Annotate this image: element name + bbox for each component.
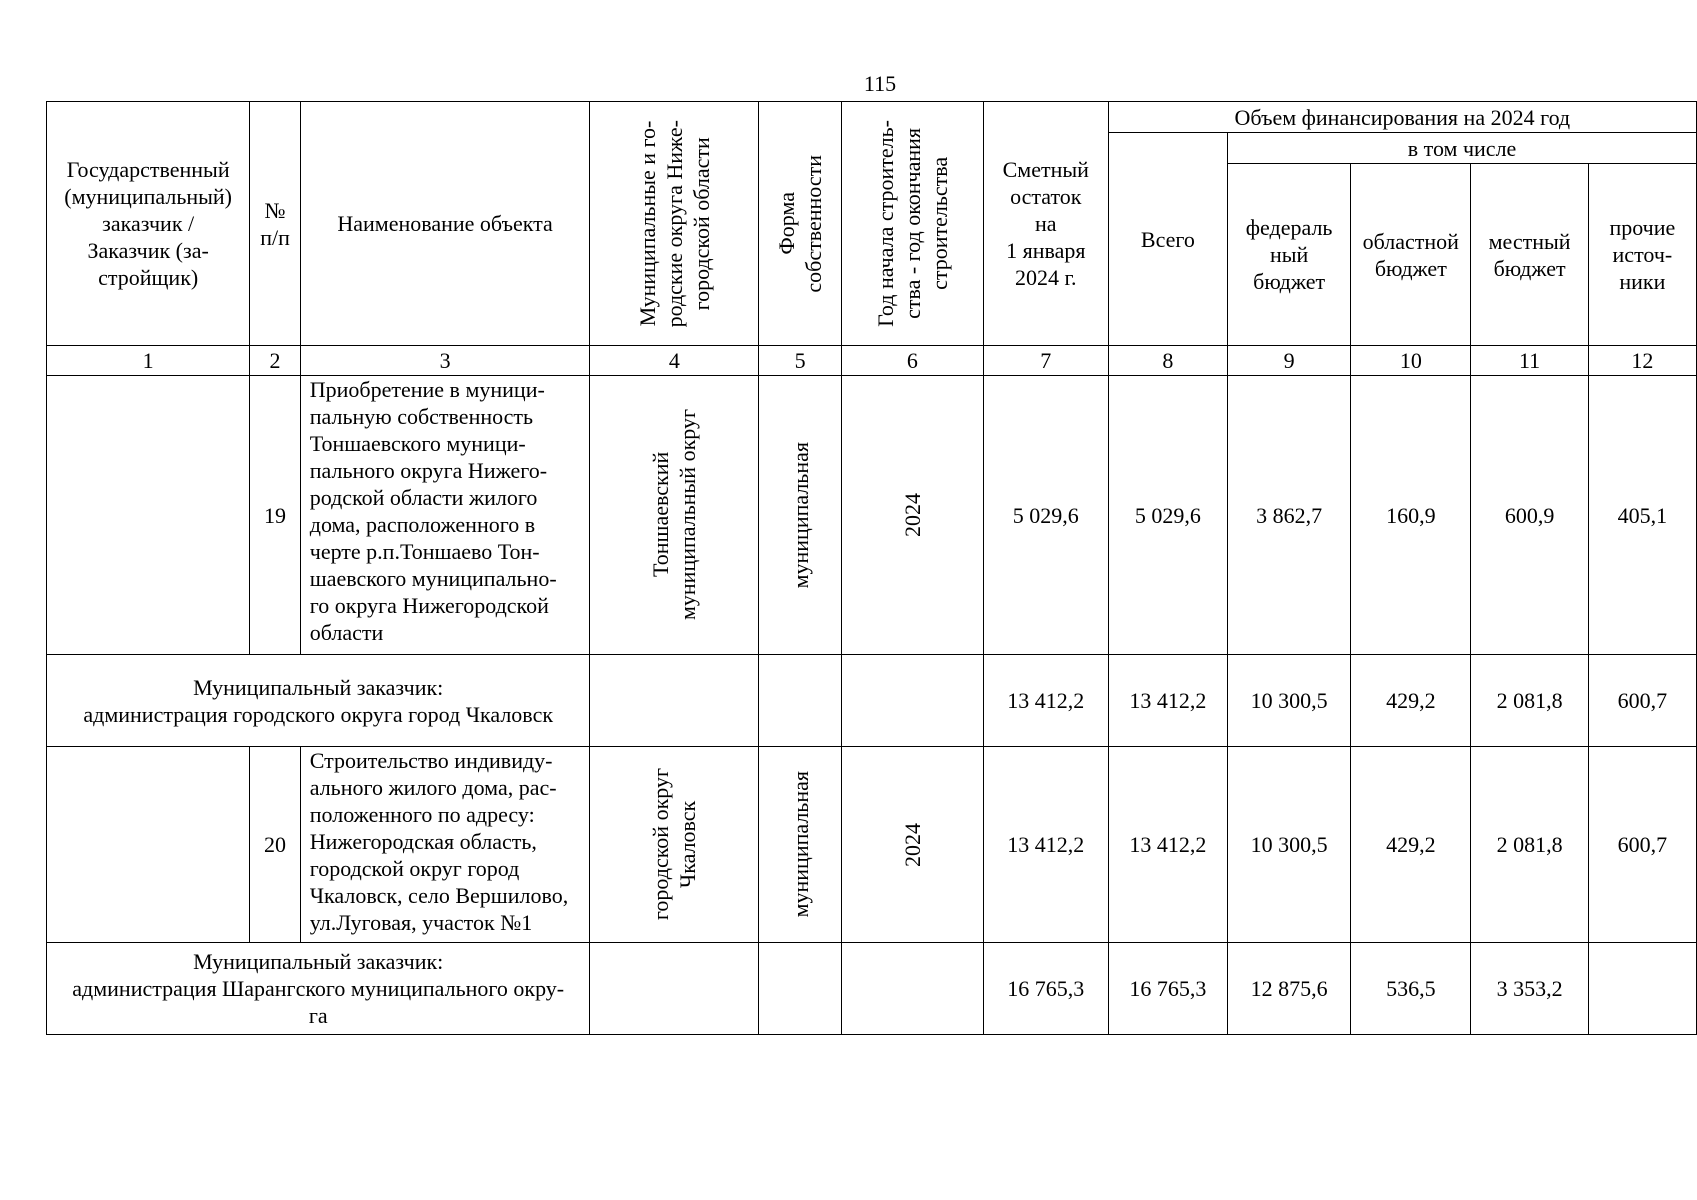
header-estimate: Сметный остаток на 1 января 2024 г. bbox=[983, 102, 1108, 346]
financing-table bbox=[46, 101, 1697, 1035]
header-years bbox=[841, 102, 983, 346]
header-regional: областной бюджет bbox=[1351, 164, 1471, 346]
federal-value: 10 300,5 bbox=[1228, 747, 1351, 943]
total-value: 16 765,3 bbox=[1108, 943, 1227, 1035]
row-number: 20 bbox=[250, 747, 300, 943]
column-number: 10 bbox=[1351, 346, 1471, 376]
regional-value: 160,9 bbox=[1351, 376, 1471, 655]
column-number: 1 bbox=[47, 346, 250, 376]
total-value: 13 412,2 bbox=[1108, 747, 1227, 943]
district-text: городской округ Чкаловск bbox=[648, 768, 701, 921]
years-cell bbox=[841, 376, 983, 655]
header-num: № п/п bbox=[250, 102, 300, 346]
header-years-text: Год начала строитель- ства - год окончания строительства bbox=[872, 120, 952, 327]
empty-cell bbox=[841, 943, 983, 1035]
header-total: Всего bbox=[1108, 133, 1227, 346]
header-district bbox=[590, 102, 759, 346]
header-financing: Объем финансирования на 2024 год bbox=[1108, 102, 1696, 133]
local-value: 2 081,8 bbox=[1471, 655, 1588, 747]
estimate-value: 13 412,2 bbox=[983, 747, 1108, 943]
column-numbers-row bbox=[47, 346, 1697, 376]
customer-cell bbox=[47, 376, 250, 655]
column-number: 5 bbox=[759, 346, 841, 376]
header-customer: Государственный (муниципальный) заказчик / Заказчик (за- стройщик) bbox=[47, 102, 250, 346]
empty-cell bbox=[759, 655, 841, 747]
federal-value: 3 862,7 bbox=[1228, 376, 1351, 655]
federal-value: 10 300,5 bbox=[1228, 655, 1351, 747]
table-row-object-19 bbox=[47, 376, 1697, 655]
page-number: 115 bbox=[863, 71, 897, 96]
table-row-customer-chkalovsk bbox=[47, 655, 1697, 747]
column-number: 11 bbox=[1471, 346, 1588, 376]
empty-cell bbox=[841, 655, 983, 747]
header-including: в том числе bbox=[1228, 133, 1697, 164]
header-local: местный бюджет bbox=[1471, 164, 1588, 346]
header-ownership-text: Форма собственности bbox=[774, 154, 827, 293]
customer-label: Муниципальный заказчик: администрация Шарангского муниципального окру- га bbox=[47, 943, 590, 1035]
other-value: 600,7 bbox=[1588, 655, 1696, 747]
years-text: 2024 bbox=[899, 822, 925, 867]
local-value: 600,9 bbox=[1471, 376, 1588, 655]
table-row-object-20 bbox=[47, 747, 1697, 943]
total-value: 13 412,2 bbox=[1108, 655, 1227, 747]
customer-label: Муниципальный заказчик: администрация городского округа город Чкаловск bbox=[47, 655, 590, 747]
header-object-name: Наименование объекта bbox=[300, 102, 590, 346]
regional-value: 536,5 bbox=[1351, 943, 1471, 1035]
header-other: прочие источ- ники bbox=[1588, 164, 1696, 346]
years-text: 2024 bbox=[899, 493, 925, 537]
column-number: 7 bbox=[983, 346, 1108, 376]
district-cell bbox=[590, 747, 759, 943]
other-value: 600,7 bbox=[1588, 747, 1696, 943]
table-row-customer-sharanga bbox=[47, 943, 1697, 1035]
local-value: 2 081,8 bbox=[1471, 747, 1588, 943]
ownership-text: муниципальная bbox=[787, 441, 813, 589]
ownership-cell bbox=[759, 747, 841, 943]
column-number: 8 bbox=[1108, 346, 1227, 376]
object-name: Приобретение в муници- пальную собственность Тоншаевского муници- пального округа Нижего- родской области жилого дома, расположенного в черте р.п.Тоншаево Тон- шаевского муниципально- го округа Нижегородской области bbox=[300, 376, 590, 655]
column-number: 2 bbox=[250, 346, 300, 376]
object-name: Строительство индивиду- ального жилого дома, рас- положенного по адресу: Нижегородская область, городской округ город Чкаловск, село Вершилово, ул.Луговая, участок №1 bbox=[300, 747, 590, 943]
district-cell bbox=[590, 376, 759, 655]
estimate-value: 16 765,3 bbox=[983, 943, 1108, 1035]
column-number: 6 bbox=[841, 346, 983, 376]
header-federal: федераль ный бюджет bbox=[1228, 164, 1351, 346]
ownership-cell bbox=[759, 376, 841, 655]
other-value: 405,1 bbox=[1588, 376, 1696, 655]
ownership-text: муниципальная bbox=[787, 771, 813, 918]
empty-cell bbox=[759, 943, 841, 1035]
regional-value: 429,2 bbox=[1351, 655, 1471, 747]
district-text: Тоншаевский муниципальный округ bbox=[648, 409, 701, 621]
federal-value: 12 875,6 bbox=[1228, 943, 1351, 1035]
empty-cell bbox=[590, 943, 759, 1035]
local-value: 3 353,2 bbox=[1471, 943, 1588, 1035]
estimate-value: 13 412,2 bbox=[983, 655, 1108, 747]
header-district-text: Муниципальные и го- родские округа Ниже- городской области bbox=[634, 119, 714, 328]
empty-cell bbox=[590, 655, 759, 747]
column-number: 3 bbox=[300, 346, 590, 376]
total-value: 5 029,6 bbox=[1108, 376, 1227, 655]
estimate-value: 5 029,6 bbox=[983, 376, 1108, 655]
regional-value: 429,2 bbox=[1351, 747, 1471, 943]
row-number: 19 bbox=[250, 376, 300, 655]
column-number: 12 bbox=[1588, 346, 1696, 376]
customer-cell bbox=[47, 747, 250, 943]
other-value bbox=[1588, 943, 1696, 1035]
years-cell bbox=[841, 747, 983, 943]
header-ownership bbox=[759, 102, 841, 346]
column-number: 9 bbox=[1228, 346, 1351, 376]
column-number: 4 bbox=[590, 346, 759, 376]
